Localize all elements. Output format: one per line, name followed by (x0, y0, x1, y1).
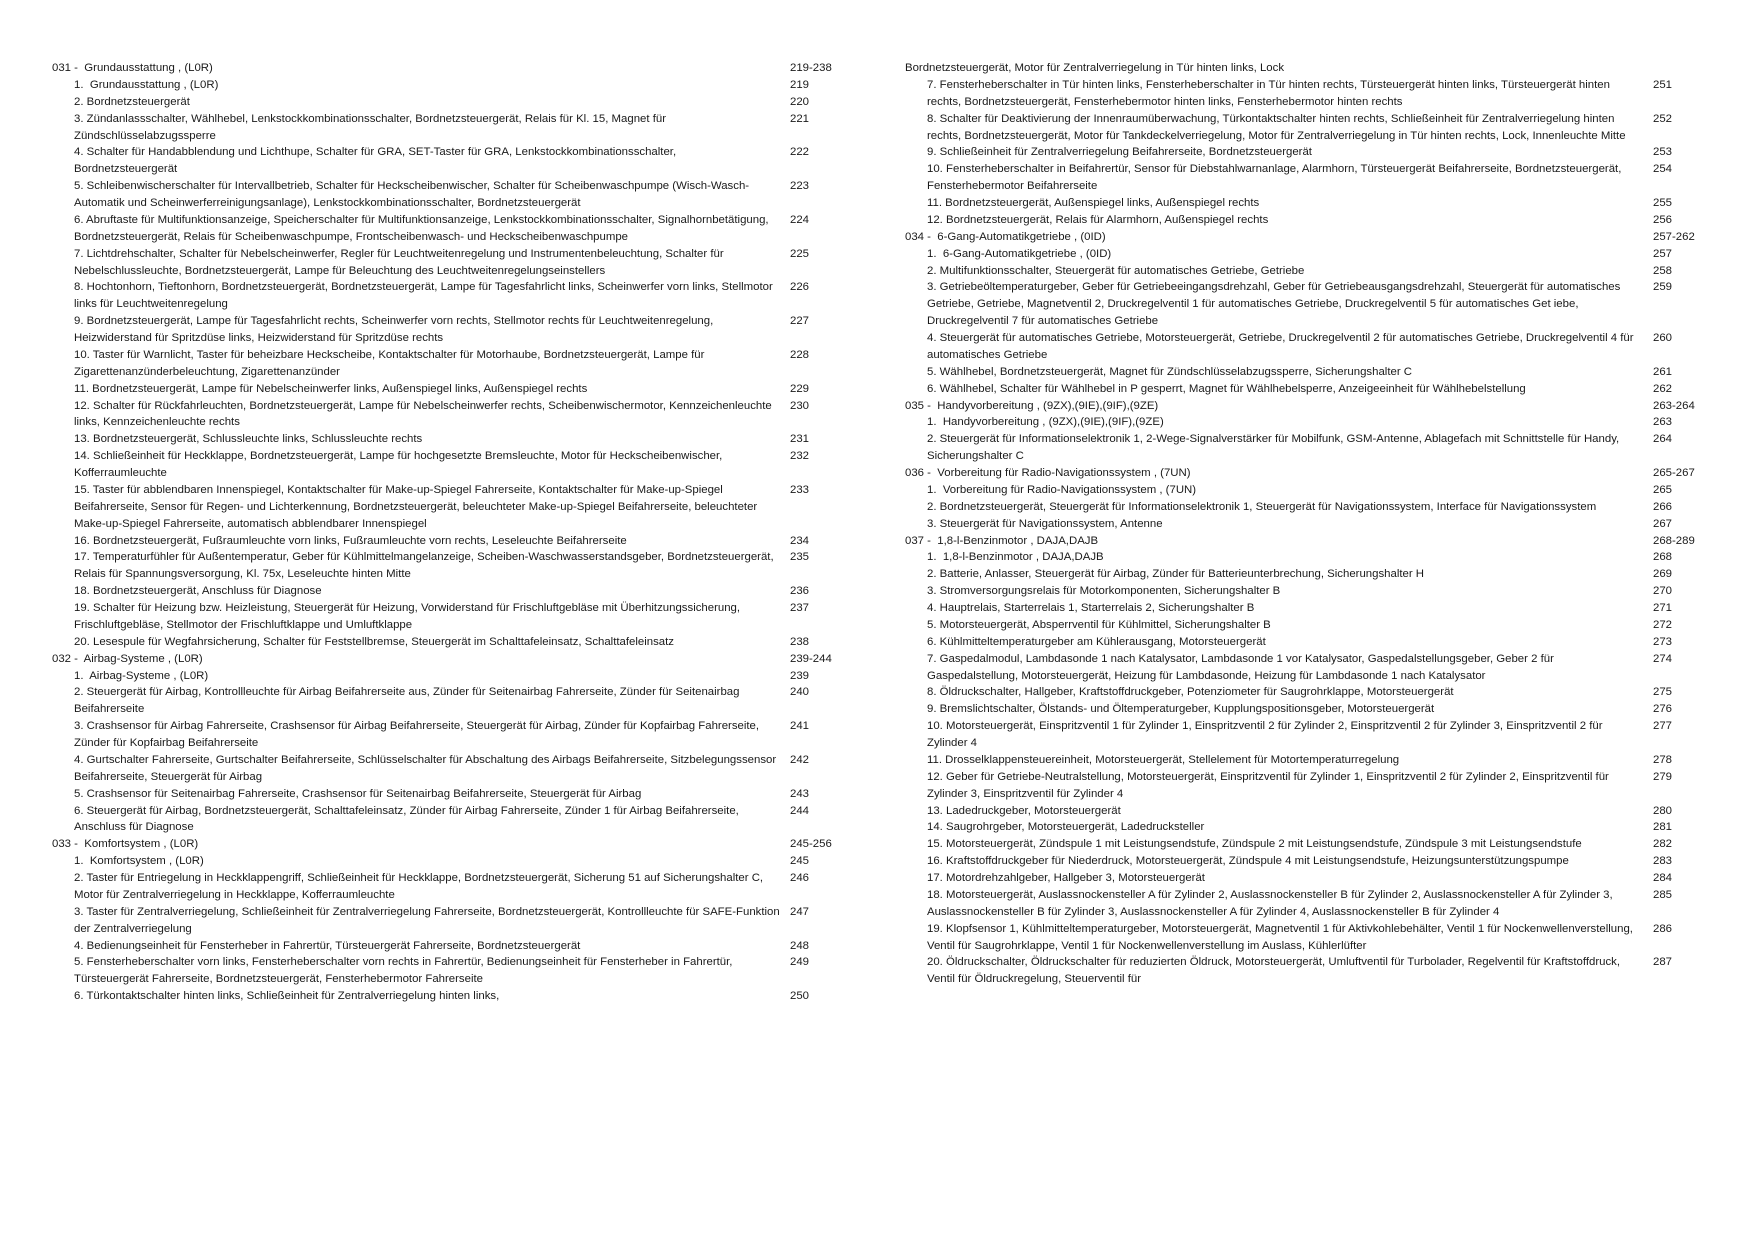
toc-entry-text: 035 - Handyvorbereitung , (9ZX),(9IE),(9IF),(9ZE) (905, 399, 1159, 412)
toc-entry (52, 870, 852, 904)
toc-entry-page: 236 (790, 585, 810, 598)
toc-entry (52, 144, 852, 178)
toc-entry-text: 8. Hochtonhorn, Tieftonhorn, Bordnetzsteuergerät, Bordnetzsteuergerät, Lampe für Tagesfahrlicht links, Scheinwerfer vorn links, Stellmotor links für Leuchtweitenregelung (74, 281, 776, 311)
toc-entry-text: 1. Grundausstattung , (L0R) (74, 78, 219, 91)
toc-entry (52, 549, 852, 583)
toc-entry (905, 381, 1705, 398)
toc-entry-text: 16. Bordnetzsteuergerät, Fußraumleuchte vorn links, Fußraumleuchte vorn rechts, Leseleuchte Beifahrerseite (74, 534, 627, 547)
toc-entry (905, 431, 1705, 465)
toc-entry-text: 16. Kraftstoffdruckgeber für Niederdruck, Motorsteuergerät, Zündspule 4 mit Leistungsendstufe, Heizungsunterstützungspumpe (927, 855, 1569, 868)
toc-entry-page: 242 (790, 753, 810, 766)
toc-entry-text: 1. Vorbereitung für Radio-Navigationssystem , (7UN) (927, 483, 1197, 496)
toc-entry (905, 161, 1705, 195)
toc-entry (905, 482, 1705, 499)
toc-entry-text: 9. Schließeinheit für Zentralverriegelung Beifahrerseite, Bordnetzsteuergerät (927, 146, 1312, 159)
toc-entry-page: 249 (790, 956, 810, 969)
toc-entry-page: 265 (1653, 483, 1673, 496)
toc-entry-page: 245-256 (790, 838, 832, 851)
toc-entry-page: 279 (1653, 770, 1673, 783)
toc-entry-text: 8. Öldruckschalter, Hallgeber, Kraftstoffdruckgeber, Potenziometer für Saugrohrklappe, Motorsteuergerät (927, 686, 1454, 699)
toc-entry (905, 634, 1705, 651)
toc-entry-page: 239-244 (790, 652, 832, 665)
toc-entry-text: 20. Öldruckschalter, Öldruckschalter für reduzierten Öldruck, Motorsteuergerät, Umluftventil für Turbolader, Regelventil für Kraftstoffdruck, Ventil für Öldruckregelung, Steuerventil für (927, 956, 1624, 986)
toc-entry-page: 252 (1653, 112, 1673, 125)
toc-entry-page: 222 (790, 146, 810, 159)
toc-entry-text: 7. Lichtdrehschalter, Schalter für Nebelscheinwerfer, Regler für Leuchtweitenregelung und Instrumentenbeleuchtung, Schalter für Nebelschlussleuchte, Bordnetzsteuergerät, Lampe für Beleuchtung des Leuchtweitenregelungseinstellers (74, 247, 727, 277)
toc-entry-page: 263-264 (1653, 399, 1695, 412)
toc-entry (905, 549, 1705, 566)
toc-entry-text: 9. Bordnetzsteuergerät, Lampe für Tagesfahrlicht rechts, Scheinwerfer vorn rechts, Stellmotor rechts für Leuchtweitenregelung, Heizwiderstand für Spritzdüse links, Heizwiderstand für Spritzdüse rechts (74, 315, 717, 344)
two-column-layout (52, 60, 1702, 1005)
toc-entry-text: 6. Kühlmitteltemperaturgeber am Kühlerausgang, Motorsteuergerät (927, 635, 1266, 648)
toc-entry-text: 12. Geber für Getriebe-Neutralstellung, Motorsteuergerät, Einspritzventil für Zylinder 1, Einspritzventil 2 für Zylinder 2, Einspritzventil für Zylinder 3, Einspritzventil für Zylinder 4 (927, 770, 1612, 800)
toc-entry (905, 836, 1705, 853)
toc-entry (905, 617, 1705, 634)
toc-entry (52, 94, 852, 111)
toc-entry-page: 225 (790, 247, 810, 260)
toc-entry (905, 398, 1705, 415)
left-column (52, 60, 852, 1005)
toc-entry-text: 14. Saugrohrgeber, Motorsteuergerät, Ladedrucksteller (927, 821, 1205, 834)
toc-entry (52, 448, 852, 482)
toc-entry-page: 227 (790, 315, 810, 328)
toc-entry-page: 275 (1653, 686, 1673, 699)
toc-entry-text: 12. Schalter für Rückfahrleuchten, Bordnetzsteuergerät, Lampe für Nebelscheinwerfer rechts, Scheibenwischermotor, Kennzeichenleuchte links, Kennzeichenleuchte rechts (74, 399, 775, 429)
toc-entry-page: 243 (790, 787, 810, 800)
toc-entry-text: 9. Bremslichtschalter, Ölstands- und Öltemperaturgeber, Kupplungspositionsgeber, Motorsteuergerät (927, 703, 1435, 716)
toc-entry (52, 651, 852, 668)
toc-entry-page: 231 (790, 433, 810, 446)
toc-entry (905, 246, 1705, 263)
toc-entry (905, 77, 1705, 111)
toc-entry-page: 269 (1653, 568, 1673, 581)
toc-entry (905, 499, 1705, 516)
toc-entry (52, 634, 852, 651)
toc-entry-text: 7. Gaspedalmodul, Lambdasonde 1 nach Katalysator, Lambdasonde 1 vor Katalysator, Gaspedalstellungsgeber, Geber 2 für Gaspedalstellung, Motorsteuergerät, Heizung für Lambdasonde, Heizung für Lambdasonde 1 nach Katalysator (927, 652, 1558, 682)
toc-entry (905, 263, 1705, 280)
toc-entry (905, 516, 1705, 533)
toc-entry-text: 2. Batterie, Anlasser, Steuergerät für Airbag, Zünder für Batterieunterbrechung, Sicherungshalter H (927, 568, 1425, 581)
toc-entry-text: 10. Motorsteuergerät, Einspritzventil 1 für Zylinder 1, Einspritzventil 2 für Zylinder 2, Einspritzventil 2 für Zylinder 3, Einspritzventil 2 für Zylinder 4 (927, 720, 1606, 749)
toc-entry-page: 258 (1653, 264, 1673, 277)
toc-entry (905, 684, 1705, 701)
toc-entry-text: 2. Bordnetzsteuergerät (74, 95, 190, 108)
toc-entry (905, 533, 1705, 550)
toc-entry (52, 313, 852, 347)
toc-entry-text: 13. Ladedruckgeber, Motorsteuergerät (927, 804, 1121, 817)
toc-entry-text: 033 - Komfortsystem , (L0R) (52, 838, 199, 851)
toc-entry (905, 701, 1705, 718)
toc-entry-page: 259 (1653, 281, 1673, 294)
toc-entry-text: 5. Wählhebel, Bordnetzsteuergerät, Magnet für Zündschlüsselabzugssperre, Sicherungshalter C (927, 365, 1412, 378)
toc-entry (905, 195, 1705, 212)
toc-entry-text: 4. Steuergerät für automatisches Getriebe, Motorsteuergerät, Getriebe, Druckregelventil 2 für automatisches Getriebe, Druckregelventil 4 für automatisches Getriebe (927, 332, 1637, 361)
toc-entry-text: 4. Hauptrelais, Starterrelais 1, Starterrelais 2, Sicherungshalter B (927, 602, 1255, 614)
toc-entry-text: 2. Steuergerät für Airbag, Kontrollleuchte für Airbag Beifahrerseite aus, Zünder für Seitenairbag Fahrerseite, Zünder für Seitenairbag Beifahrerseite (74, 686, 743, 716)
toc-entry (52, 954, 852, 988)
toc-entry (52, 60, 852, 77)
toc-entry (52, 988, 852, 1005)
toc-entry-text: 4. Gurtschalter Fahrerseite, Gurtschalter Beifahrerseite, Schlüsselschalter für Abschaltung des Airbags Beifahrerseite, Sitzbelegungssensor Beifahrerseite, Steuergerät für Airbag (74, 753, 780, 783)
toc-entry (52, 212, 852, 246)
toc-entry-page: 235 (790, 551, 810, 564)
toc-entry-page: 219-238 (790, 62, 832, 74)
toc-entry-text: 6. Türkontaktschalter hinten links, Schließeinheit für Zentralverriegelung hinten links, (74, 990, 500, 1003)
toc-entry-text: 11. Bordnetzsteuergerät, Lampe für Nebelscheinwerfer links, Außenspiegel links, Außenspiegel rechts (74, 382, 588, 395)
toc-entry (905, 769, 1705, 803)
toc-entry-text: 15. Motorsteuergerät, Zündspule 1 mit Leistungsendstufe, Zündspule 2 mit Leistungsendstufe, Zündspule 3 mit Leistungsendstufe (927, 838, 1582, 851)
toc-entry-page: 277 (1653, 720, 1673, 733)
toc-entry-text: 17. Temperaturfühler für Außentemperatur, Geber für Kühlmittelmangelanzeige, Scheiben-Waschwasserstandsgeber, Bordnetzsteuergerät, Relais für Spannungsversorgung, Kl. 75x, Leseleuchte hinten Mitte (74, 551, 777, 581)
toc-entry-text: 4. Bedienungseinheit für Fensterheber in Fahrertür, Türsteuergerät Fahrerseite, Bordnetzsteuergerät (74, 939, 581, 952)
toc-entry-page: 228 (790, 348, 810, 361)
toc-entry-page: 257-262 (1653, 230, 1695, 243)
toc-entry (905, 229, 1705, 246)
toc-entry-text: Bordnetzsteuergerät, Motor für Zentralverriegelung in Tür hinten links, Lock (905, 62, 1285, 74)
toc-entry-page: 261 (1653, 365, 1673, 378)
toc-entry-page: 250 (790, 990, 810, 1003)
toc-entry (52, 836, 852, 853)
toc-entry-page: 272 (1653, 618, 1673, 631)
toc-entry-page: 251 (1653, 78, 1673, 91)
toc-entry (905, 212, 1705, 229)
toc-entry-text: 5. Fensterheberschalter vorn links, Fensterheberschalter vorn rechts in Fahrertür, Bedienungseinheit für Fensterheber in Fahrertür, Türsteuergerät Fahrerseite, Bordnetzsteuergerät, Fensterhebermotor Fahrerseite (74, 956, 736, 986)
toc-entry (52, 77, 852, 94)
toc-entry-text: 2. Taster für Entriegelung in Heckklappengriff, Schließeinheit für Heckklappe, Bordnetzsteuergerät, Sicherung 51 auf Sicherungshalter C, Motor für Zentralverriegelung in Heckklappe, Kofferraumleuchte (74, 872, 767, 901)
toc-entry-page: 274 (1653, 652, 1673, 665)
toc-entry (52, 482, 852, 533)
toc-entry-page: 219 (790, 78, 810, 91)
toc-entry-text: 032 - Airbag-Systeme , (L0R) (52, 652, 203, 665)
toc-entry-text: 3. Steuergerät für Navigationssystem, Antenne (927, 517, 1163, 530)
toc-entry-page: 265-267 (1653, 467, 1695, 479)
toc-entry-text: 1. Komfortsystem , (L0R) (74, 855, 204, 868)
toc-entry (52, 246, 852, 280)
toc-entry-text: 15. Taster für abblendbaren Innenspiegel, Kontaktschalter für Make-up-Spiegel Fahrerseite, Kontaktschalter für Make-up-Spiegel Beifahrerseite, Sensor für Regen- und Lichterkennung, Bordnetzsteuergerät, beleuchteter Make-up-Spiegel Beifahrerseite, beleuchteter Make-up-Spiegel Fahrerseite, automatisch abblendbarer Innenspiegel (74, 483, 761, 530)
toc-entry-page: 276 (1653, 703, 1673, 716)
toc-entry (52, 178, 852, 212)
toc-entry-text: 1. 1,8-l-Benzinmotor , DAJA,DAJB (927, 551, 1104, 564)
toc-entry-page: 285 (1653, 888, 1673, 901)
toc-entry-text: 6. Abruftaste für Multifunktionsanzeige, Speicherschalter für Multifunktionsanzeige, Lenkstockkombinationsschalter, Signalhornbetätigung, Bordnetzsteuergerät, Relais für Scheibenwaschpumpe, Frontscheibenwasch- und Heckscheibenwaschpumpe (74, 213, 772, 243)
toc-entry-page: 230 (790, 399, 810, 412)
toc-entry (52, 938, 852, 955)
toc-entry (905, 887, 1705, 921)
toc-entry-text: 5. Crashsensor für Seitenairbag Fahrerseite, Crashsensor für Seitenairbag Beifahrerseite, Steuergerät für Airbag (74, 787, 642, 800)
toc-entry (905, 954, 1705, 988)
toc-entry-page: 241 (790, 720, 810, 733)
toc-entry-page: 270 (1653, 585, 1673, 598)
toc-entry-text: 1. 6-Gang-Automatikgetriebe , (0ID) (927, 247, 1112, 260)
toc-entry (52, 668, 852, 685)
toc-entry-text: 5. Motorsteuergerät, Absperrventil für Kühlmittel, Sicherungshalter B (927, 618, 1271, 631)
toc-entry-text: 031 - Grundausstattung , (L0R) (52, 62, 213, 74)
toc-entry-text: 1. Handyvorbereitung , (9ZX),(9IE),(9IF),(9ZE) (927, 416, 1164, 429)
toc-entry-page: 266 (1653, 500, 1673, 513)
toc-entry-page: 263 (1653, 416, 1673, 429)
toc-entry-page: 232 (790, 450, 810, 463)
toc-entry (52, 347, 852, 381)
toc-entry-text: 5. Schleibenwischerschalter für Intervallbetrieb, Schalter für Heckscheibenwischer, Schalter für Scheibenwaschpumpe (Wisch-Wasch-Automatik und Scheinwerferreinigungsanlage), Lenkstockkombinationsschalter, Bordnetzsteuergerät (74, 180, 750, 209)
toc-entry-page: 284 (1653, 872, 1673, 884)
toc-entry (52, 583, 852, 600)
toc-entry-text: 12. Bordnetzsteuergerät, Relais für Alarmhorn, Außenspiegel rechts (927, 213, 1269, 226)
toc-entry (905, 921, 1705, 955)
toc-entry-page: 271 (1653, 602, 1673, 614)
toc-entry-page: 220 (790, 95, 810, 108)
toc-entry (905, 111, 1705, 145)
toc-entry (905, 465, 1705, 482)
toc-entry-page: 268-289 (1653, 534, 1695, 547)
toc-entry-page: 282 (1653, 838, 1673, 851)
toc-entry (52, 684, 852, 718)
toc-entry (52, 904, 852, 938)
toc-entry-page: 223 (790, 180, 810, 193)
toc-entry-text: 2. Steuergerät für Informationselektronik 1, 2-Wege-Signalverstärker für Mobilfunk, GSM-Antenne, Ablagefach mit Schnittstelle für Handy, Sicherungshalter C (927, 433, 1623, 463)
toc-entry-page: 287 (1653, 956, 1673, 969)
toc-entry-text: 037 - 1,8-l-Benzinmotor , DAJA,DAJB (905, 534, 1099, 547)
toc-entry (52, 431, 852, 448)
toc-entry (905, 853, 1705, 870)
toc-entry-page: 226 (790, 281, 810, 294)
toc-entry-text: 11. Drosselklappensteuereinheit, Motorsteuergerät, Stellelement für Motortemperaturregelung (927, 753, 1400, 766)
toc-entry (905, 819, 1705, 836)
toc-entry-page: 286 (1653, 922, 1673, 935)
toc-entry-text: 3. Taster für Zentralverriegelung, Schließeinheit für Zentralverriegelung Fahrerseite, Bordnetzsteuergerät, Kontrollleuchte für SAFE-Funktion der Zentralverriegelung (74, 905, 783, 935)
toc-entry (52, 718, 852, 752)
toc-entry-page: 280 (1653, 804, 1673, 817)
toc-entry-page: 254 (1653, 163, 1673, 176)
toc-entry-page: 262 (1653, 382, 1673, 395)
toc-entry-text: 10. Fensterheberschalter in Beifahrertür, Sensor für Diebstahlwarnanlage, Alarmhorn, Türsteuergerät Beifahrerseite, Bordnetzsteuergerät, Fensterhebermotor Beifahrerseite (927, 163, 1625, 193)
toc-entry-page: 278 (1653, 753, 1673, 766)
toc-entry (905, 752, 1705, 769)
toc-entry-page: 267 (1653, 517, 1673, 530)
toc-entry-text: 14. Schließeinheit für Heckklappe, Bordnetzsteuergerät, Lampe für hochgesetzte Bremsleuchte, Motor für Heckscheibenwischer, Kofferraumleuchte (74, 450, 726, 479)
toc-entry (905, 870, 1705, 887)
toc-entry (52, 600, 852, 634)
toc-entry-text: 6. Wählhebel, Schalter für Wählhebel in P gesperrt, Magnet für Wählhebelsperre, Anzeigeeinheit für Wählhebelstellung (927, 382, 1526, 395)
toc-entry-page: 229 (790, 382, 810, 395)
toc-entry (905, 566, 1705, 583)
toc-entry-text: 1. Airbag-Systeme , (L0R) (74, 669, 209, 682)
toc-entry-page: 245 (790, 855, 810, 868)
toc-entry-page: 239 (790, 669, 810, 682)
toc-entry-text: 19. Klopfsensor 1, Kühlmitteltemperaturgeber, Motorsteuergerät, Magnetventil 1 für Aktivkohlebehälter, Ventil 1 für Nockenwellenverstellung, Ventil für Saugrohrklappe, Ventil 1 für Nockenwellenverstellung im Auslass, Kühlerlüfter (927, 922, 1637, 952)
toc-entry (905, 600, 1705, 617)
toc-entry-page: 257 (1653, 247, 1673, 260)
toc-entry-page: 256 (1653, 213, 1673, 226)
toc-entry-text: 17. Motordrehzahlgeber, Hallgeber 3, Motorsteuergerät (927, 872, 1205, 884)
toc-entry-page: 253 (1653, 146, 1673, 159)
toc-entry-text: 19. Schalter für Heizung bzw. Heizleistung, Steuergerät für Heizung, Vorwiderstand für Frischluftgebläse mit Überhitzungssicherung, Frischluftgebläse, Stellmotor der Frischluftklappe und Umluftklappe (74, 602, 744, 631)
right-column (905, 60, 1705, 988)
toc-entry-page: 247 (790, 905, 810, 918)
toc-entry (905, 651, 1705, 685)
toc-entry (905, 144, 1705, 161)
toc-entry (905, 330, 1705, 364)
toc-entry (52, 381, 852, 398)
toc-entry (905, 279, 1705, 330)
toc-entry-text: 6. Steuergerät für Airbag, Bordnetzsteuergerät, Schalttafeleinsatz, Zünder für Airbag Fahrerseite, Zünder 1 für Airbag Beifahrerseite, Anschluss für Diagnose (74, 804, 742, 834)
toc-entry-page: 268 (1653, 551, 1673, 564)
toc-entry-page: 273 (1653, 635, 1673, 648)
toc-entry-page: 234 (790, 534, 810, 547)
toc-entry-text: 7. Fensterheberschalter in Tür hinten links, Fensterheberschalter in Tür hinten rechts, Türsteuergerät hinten links, Türsteuergerät hinten rechts, Bordnetzsteuergerät, Fensterhebermotor hinten links, Fensterhebermotor hinten rechts (927, 78, 1614, 108)
toc-entry-text: 3. Crashsensor für Airbag Fahrerseite, Crashsensor für Airbag Beifahrerseite, Steuergerät für Airbag, Zünder für Kopfairbag Fahrerseite, Zünder für Kopfairbag Beifahrerseite (74, 720, 763, 749)
toc-entry-text: 10. Taster für Warnlicht, Taster für beheizbare Heckscheibe, Kontaktschalter für Motorhaube, Bordnetzsteuergerät, Lampe für Zigarettenanzünderbeleuchtung, Zigarettenanzünder (74, 348, 708, 378)
toc-entry-text: 3. Stromversorgungsrelais für Motorkomponenten, Sicherungshalter B (927, 585, 1281, 598)
toc-entry (52, 279, 852, 313)
toc-entry-text: 034 - 6-Gang-Automatikgetriebe , (0ID) (905, 230, 1106, 243)
toc-entry-text: 2. Multifunktionsschalter, Steuergerät für automatisches Getriebe, Getriebe (927, 264, 1305, 277)
toc-entry-page: 221 (790, 112, 810, 125)
toc-entry (905, 414, 1705, 431)
toc-entry-page: 260 (1653, 332, 1673, 344)
toc-entry-text: 8. Schalter für Deaktivierung der Innenraumüberwachung, Türkontaktschalter hinten rechts, Schließeinheit für Zentralverriegelung hinten rechts, Bordnetzsteuergerät, Motor für Tankdeckelverriegelung, Motor für Zentralverriegelung in Tür hinten rechts, Lock, Innenleuchte Mitte (927, 112, 1626, 142)
toc-entry-page: 248 (790, 939, 810, 952)
toc-entry-page: 255 (1653, 197, 1673, 209)
toc-entry (52, 803, 852, 837)
toc-entry (52, 853, 852, 870)
toc-entry-page: 281 (1653, 821, 1673, 834)
toc-entry (905, 803, 1705, 820)
toc-entry (905, 60, 1705, 77)
toc-entry-text: 18. Motorsteuergerät, Auslassnockensteller A für Zylinder 2, Auslassnockensteller B für Zylinder 2, Auslassnockensteller A für Zylinder 3, Auslassnockensteller B für Zylinder 3, Auslassnockensteller A für Zylinder 4, Auslassnockensteller B für Zylinder 4 (927, 888, 1616, 918)
toc-entry (905, 583, 1705, 600)
toc-entry-page: 283 (1653, 855, 1673, 868)
toc-entry-text: 20. Lesespule für Wegfahrsicherung, Schalter für Feststellbremse, Steuergerät im Schalttafeleinsatz, Schalttafeleinsatz (74, 635, 674, 648)
toc-entry-text: 3. Zündanlassschalter, Wählhebel, Lenkstockkombinationsschalter, Bordnetzsteuergerät, Relais für Kl. 15, Magnet für Zündschlüsselabzugssperre (74, 112, 670, 142)
toc-entry-page: 237 (790, 602, 810, 614)
toc-entry-page: 240 (790, 686, 810, 699)
toc-entry-text: 3. Getriebeöltemperaturgeber, Geber für Getriebeeingangsdrehzahl, Geber für Getriebeausgangsdrehzahl, Steuergerät für automatisches Getriebe, Getriebe, Magnetventil 2, Druckregelventil 1 für automatisches Getriebe, Druckregelventil 5 für automatisches Get iebe, Druckregelventil 7 für automatisches Getriebe (927, 281, 1624, 328)
toc-entry (905, 718, 1705, 752)
toc-entry-page: 233 (790, 483, 810, 496)
toc-entry (52, 398, 852, 432)
toc-entry (52, 111, 852, 145)
toc-entry-text: 4. Schalter für Handabblendung und Lichthupe, Schalter für GRA, SET-Taster für GRA, Lenkstockkombinationsschalter, Bordnetzsteuergerät (74, 146, 680, 176)
toc-entry-page: 246 (790, 872, 810, 884)
toc-entry (52, 752, 852, 786)
toc-entry-text: 2. Bordnetzsteuergerät, Steuergerät für Informationselektronik 1, Steuergerät für Navigationssystem, Interface für Navigationssystem (927, 500, 1597, 513)
toc-entry-page: 264 (1653, 433, 1673, 446)
toc-entry-page: 238 (790, 635, 810, 648)
toc-entry-text: 18. Bordnetzsteuergerät, Anschluss für Diagnose (74, 585, 322, 598)
toc-entry-text: 13. Bordnetzsteuergerät, Schlussleuchte links, Schlussleuchte rechts (74, 433, 423, 446)
toc-entry-text: 036 - Vorbereitung für Radio-Navigationssystem , (7UN) (905, 467, 1191, 479)
toc-entry (905, 364, 1705, 381)
toc-entry (52, 533, 852, 550)
toc-entry (52, 786, 852, 803)
toc-entry-text: 11. Bordnetzsteuergerät, Außenspiegel links, Außenspiegel rechts (927, 197, 1260, 209)
toc-entry-page: 224 (790, 213, 810, 226)
toc-entry-page: 244 (790, 804, 810, 817)
